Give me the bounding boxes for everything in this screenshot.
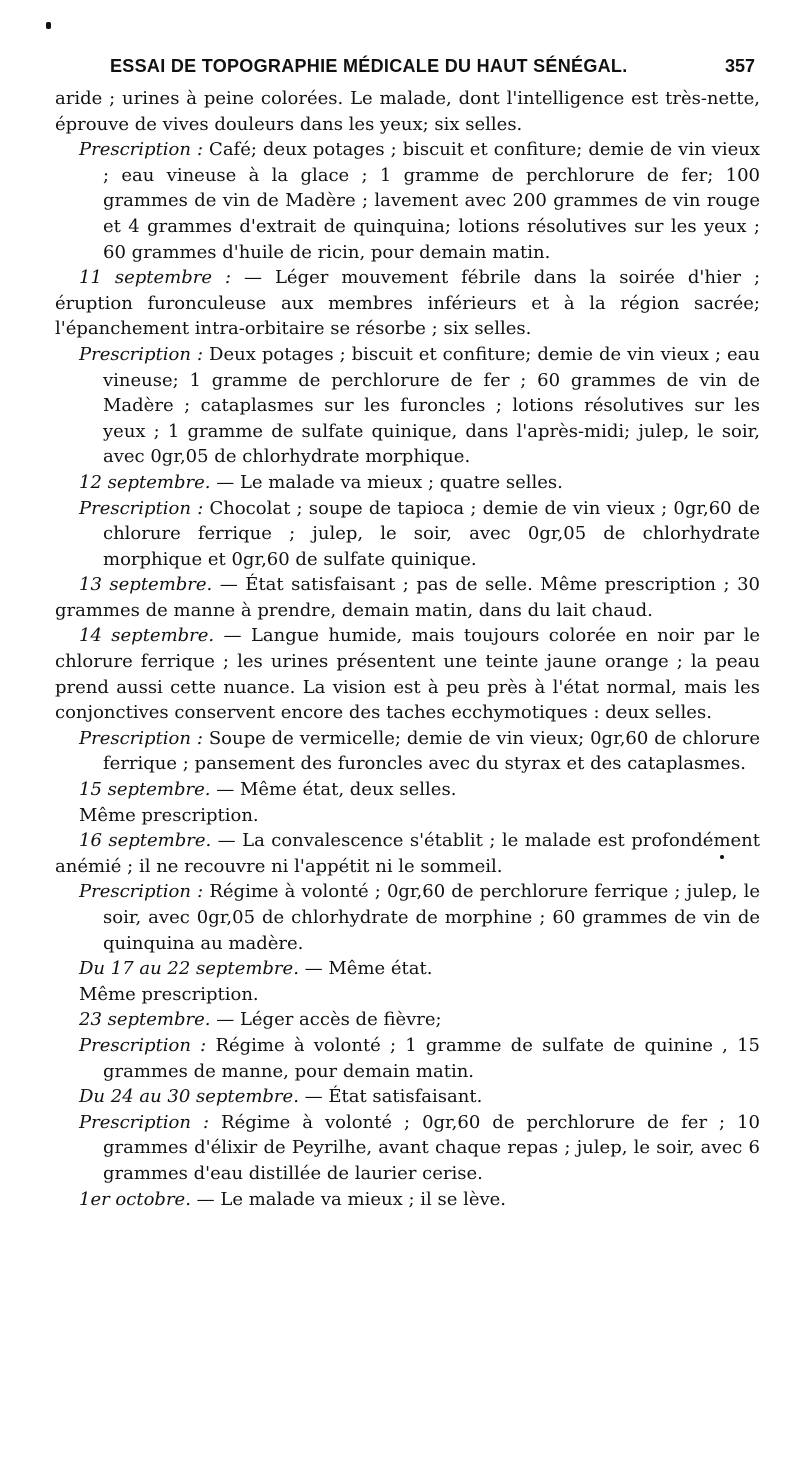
paragraph-text: Café; deux potages ; biscuit et confiture; demie de vin vieux ; eau vineuse à la glace ; 1 gramme de perchlorure de fer; 100 grammes de vin de Madère ; lavement avec 200 grammes de vin rouge et 4 grammes d'extrait de quinquina; lotions résolutives sur les yeux ; 60 grammes d'huile de ricin, pour demain matin. xyxy=(103,139,760,263)
page-body xyxy=(55,86,760,1456)
header-title: ESSAI DE TOPOGRAPHIE MÉDICALE DU HAUT SÉNÉGAL. xyxy=(110,56,628,76)
paragraph-text: — Le malade va mieux ; quatre selles. xyxy=(210,471,563,493)
date-label: 11 septembre : xyxy=(79,267,232,289)
text-paragraph xyxy=(55,86,760,137)
date-label: Du 24 au 30 septembre. xyxy=(79,1086,299,1108)
paragraph-text: — Même état. xyxy=(298,958,433,980)
text-paragraph xyxy=(55,982,760,1008)
prescription-label: Prescription : xyxy=(79,497,204,519)
prescription-label: Prescription : xyxy=(79,139,204,161)
paragraph-text: — Le malade va mieux ; il se lève. xyxy=(190,1188,507,1210)
prescription-paragraph xyxy=(79,1110,760,1187)
paragraph-text: aride ; urines à peine colorées. Le malade, dont l'intelligence est très-nette, éprouve de vives douleurs dans les yeux; six selles. xyxy=(55,88,760,135)
paragraph-text: Même prescription. xyxy=(79,983,259,1005)
prescription-label: Prescription : xyxy=(79,343,204,365)
page-number: 357 xyxy=(724,56,755,76)
date-label: Du 17 au 22 septembre. xyxy=(79,958,299,980)
paragraph-text: Régime à volonté ; 0gr,60 de perchlorure de fer ; 10 grammes d'élixir de Peyrilhe, avant chaque repas ; julep, le soir, avec 6 grammes d'eau distillée de laurier cerise. xyxy=(103,1111,760,1184)
paragraph-text: — Léger accès de fièvre; xyxy=(210,1009,442,1031)
paragraph-text: — Même état, deux selles. xyxy=(210,779,457,801)
prescription-label: Prescription : xyxy=(79,1034,207,1056)
dated-entry-paragraph xyxy=(55,1084,760,1110)
paragraph-text: Chocolat ; soupe de tapioca ; demie de vin vieux ; 0gr,60 de chlorure ferrique ; julep, le soir, avec 0gr,05 de chlorhydrate morphique et 0gr,60 de sulfate quinique. xyxy=(103,497,760,570)
paragraph-text: Soupe de vermicelle; demie de vin vieux; 0gr,60 de chlorure ferrique ; pansement des furoncles avec du styrax et des cataplasmes. xyxy=(103,727,760,775)
paragraph-text: — La convalescence s'établit ; le malade est profondément anémié ; il ne recouvre ni l'appétit ni le sommeil. xyxy=(55,830,760,877)
prescription-label: Prescription : xyxy=(79,1111,210,1133)
dated-entry-paragraph xyxy=(55,572,760,623)
prescription-paragraph xyxy=(79,137,760,265)
prescription-paragraph xyxy=(79,879,760,956)
paragraph-text: Régime à volonté ; 0gr,60 de perchlorure ferrique ; julep, le soir, avec 0gr,05 de chlorhydrate de morphine ; 60 grammes de vin de quinquina au madère. xyxy=(103,881,760,954)
running-header xyxy=(110,52,755,82)
prescription-paragraph xyxy=(79,726,760,777)
paragraph-text: Régime à volonté ; 1 gramme de sulfate de quinine , 15 grammes de manne, pour demain matin. xyxy=(103,1034,760,1082)
paragraph-text: — Léger mouvement fébrile dans la soirée d'hier ; éruption furonculeuse aux membres inférieurs et à la région sacrée; l'épanchement intra-orbitaire se résorbe ; six selles. xyxy=(55,267,760,340)
prescription-paragraph xyxy=(79,496,760,573)
dated-entry-paragraph xyxy=(55,623,760,725)
date-label: 16 septembre. xyxy=(79,830,212,852)
date-label: 15 septembre. xyxy=(79,779,211,801)
date-label: 13 septembre. xyxy=(79,574,213,596)
date-label: 14 septembre. xyxy=(79,625,215,647)
ink-dot xyxy=(46,22,51,29)
paragraph-text: Deux potages ; biscuit et confiture; demie de vin vieux ; eau vineuse; 1 gramme de perchlorure de fer ; 60 grammes de vin de Madère ; cataplasmes sur les furoncles ; lotions résolutives sur les yeux ; 1 gramme de sulfate quinique, dans l'après-midi; julep, le soir, avec 0gr,05 de chlorhydrate morphique. xyxy=(103,343,760,468)
ink-speck xyxy=(720,855,724,859)
paragraph-text: — Langue humide, mais toujours colorée en noir par le chlorure ferrique ; les urines présentent une teinte jaune orange ; la peau prend aussi cette nuance. La vision est à peu près à l'état normal, mais les conjonctives conservent encore des taches ecchymotiques : deux selles. xyxy=(55,625,760,724)
prescription-label: Prescription : xyxy=(79,881,204,903)
dated-entry-paragraph xyxy=(55,777,760,803)
date-label: 12 septembre. xyxy=(79,471,211,493)
paragraph-text: — État satisfaisant. xyxy=(298,1086,483,1108)
paragraph-text: Même prescription. xyxy=(79,804,259,826)
dated-entry-paragraph xyxy=(55,1187,760,1213)
prescription-paragraph xyxy=(79,1033,760,1084)
dated-entry-paragraph xyxy=(55,470,760,496)
dated-entry-paragraph xyxy=(55,1007,760,1033)
text-paragraph xyxy=(55,803,760,829)
dated-entry-paragraph xyxy=(55,956,760,982)
dated-entry-paragraph xyxy=(55,265,760,342)
prescription-label: Prescription : xyxy=(79,727,203,749)
date-label: 1er octobre. xyxy=(79,1188,191,1210)
dated-entry-paragraph xyxy=(55,828,760,879)
date-label: 23 septembre. xyxy=(79,1009,211,1031)
paragraph-text: — État satisfaisant ; pas de selle. Même prescription ; 30 grammes de manne à prendre, demain matin, dans du lait chaud. xyxy=(55,574,760,621)
prescription-paragraph xyxy=(79,342,760,470)
